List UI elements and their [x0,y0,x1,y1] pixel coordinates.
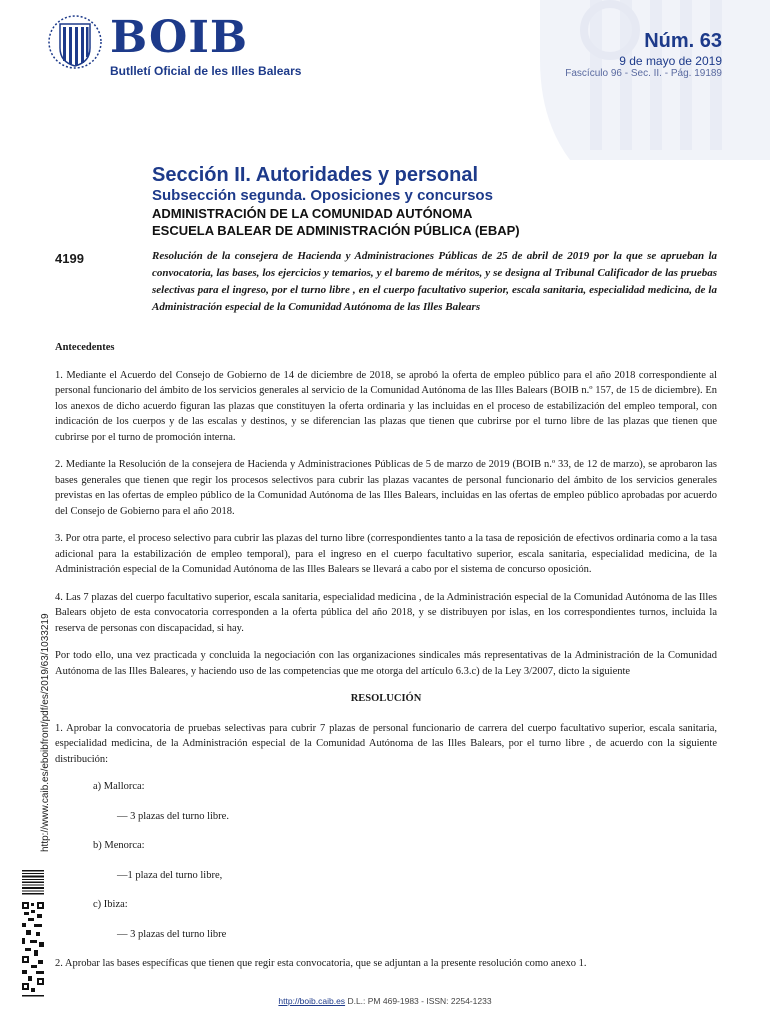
distribution-island: c) Ibiza: [93,899,128,910]
coat-of-arms-watermark [480,0,770,160]
paragraph: 4. Las 7 plazas del cuerpo facultativo superior, escala sanitaria, especialidad medicina , de la Administración especial de la Comunidad Autónoma de las Illes Balears objeto de esta convocatoria corresponden a la oferta pública del año 2018, y se distribuyen por islas, en los correspondientes turnos, incluida la reserva de personas con discapacidad, si hay. [55,591,717,634]
footer-legal: D.L.: PM 469-1983 - ISSN: 2254-1233 [347,996,492,1006]
section-heading-block [152,163,712,239]
issue-date: 9 de mayo de 2019 [619,54,722,68]
side-document-url[interactable]: http://www.caib.es/eboibfront/pdf/es/2019/63/1033219 [40,613,51,852]
paragraph: 2. Aprobar las bases específicas que tienen que regir esta convocatoria, que se adjuntan a la presente resolución como anexo 1. [55,958,587,969]
distribution-detail: — 3 plazas del turno libre [117,928,227,940]
resolution-title: Resolución de la consejera de Hacienda y Administraciones Públicas de 25 de abril de 2019 por la que se aprueban la convocatoria, las bases, los ejercicios y temarios, y el baremo de méritos, y se designa al Tribunal Calificador de las pruebas selectivas para el ingreso, por el turno libre , en el cuerpo facultativo superior, escala sanitaria, especialidad medicina, de la Administración especial de la Comunidad Autónoma de las Illes Balears [152,250,717,313]
distribution-detail: — 3 plazas del turno libre. [117,810,229,822]
distribution-detail: —1 plaza del turno libre, [117,869,223,881]
subsection-title: Subsección segunda. Oposiciones y concursos [152,187,493,204]
distribution-island: a) Mallorca: [93,781,145,792]
paragraph: 1. Aprobar la convocatoria de pruebas selectivas para cubrir 7 plazas de personal funcionario de carrera del cuerpo facultativo superior, escala sanitaria, especialidad medicina, de la Administración especial de la Comunidad Autónoma de las Illes Balears, por el turno libre , de acuerdo con la siguiente distribución: [55,722,717,765]
document-body [55,340,717,984]
paragraph: 2. Mediante la Resolución de la consejera de Hacienda y Administraciones Públicas de 5 de marzo de 2019 (BOIB n.º 33, de 12 de marzo), se aprobaron las bases generales que tienen que regir los procesos selectivos para cubrir las plazas vacantes de personal funcionario del ámbito de los servicios generales previstas en las ofertas de empleo público de la Comunidad Autónoma de las Illes Balears, incluidas en las ofertas de empleo público aprobadas por acuerdo del Consejo de Gobierno para el año 2018. [55,459,717,517]
organization-line: ESCUELA BALEAR DE ADMINISTRACIÓN PÚBLICA (EBAP) [152,223,520,238]
logo-title: BOIB [110,12,249,63]
fascicle-info: Fascículo 96 - Sec. II. - Pág. 19189 [565,68,722,79]
footer-link[interactable]: http://boib.caib.es [278,996,346,1006]
paragraph: 3. Por otra parte, el proceso selectivo para cubrir las plazas del turno libre (correspondientes tanto a la tasa de reposición de efectivos ordinaria como a la tasa adicional para la estabilización de empleo temporal), para el ingreso en el cuerpo facultativo superior, escala sanitaria, especialidad medicina, de la Administración especial de la Comunidad Autónoma de las Illes Balears se llevará a cabo por el sistema de concurso oposición. [55,533,717,575]
page-header [0,0,770,120]
antecedentes-heading: Antecedentes [55,342,115,353]
distribution-island: b) Menorca: [93,840,145,851]
page-footer [0,996,770,1006]
reference-number: 4199 [55,251,84,266]
resolucion-heading: RESOLUCIÓN [350,693,422,704]
section-title: Sección II. Autoridades y personal [152,164,479,186]
coat-of-arms-icon [46,14,104,70]
paragraph: Por todo ello, una vez practicada y concluida la negociación con las organizaciones sindicales más representativas de la Administración de la Comunidad Autónoma de las Illes Baleares, y haciendo uso de las competencias que me otorga del artículo 6.3.c) de la Ley 3/2007, dicto la siguiente [55,650,717,677]
logo-subtitle: Butlletí Oficial de les Illes Balears [110,64,302,78]
organization-line: ADMINISTRACIÓN DE LA COMUNIDAD AUTÓNOMA [152,206,473,221]
qr-code-icon [22,870,44,998]
issue-number: Núm. 63 [644,30,722,52]
paragraph: 1. Mediante el Acuerdo del Consejo de Gobierno de 14 de diciembre de 2018, se aprobó la oferta de empleo público para el año 2018 correspondiente al personal funcionario del ámbito de los servicios generales al servicio de la Comunidad Autónoma de las Illes Balears (BOIB n.º 157, de 15 de diciembre). En los anexos de dicho acuerdo figuran las plazas que constituyen la oferta ordinaria y las incluidas en el proceso de estabilización del empleo temporal, con indicación de los cuerpos y de las escalas y destinos, y se diferencian las plazas que tienen que cubrirse por el turno libre de las plazas que tienen que cubrirse por el turno de promoción interna. [55,369,717,443]
